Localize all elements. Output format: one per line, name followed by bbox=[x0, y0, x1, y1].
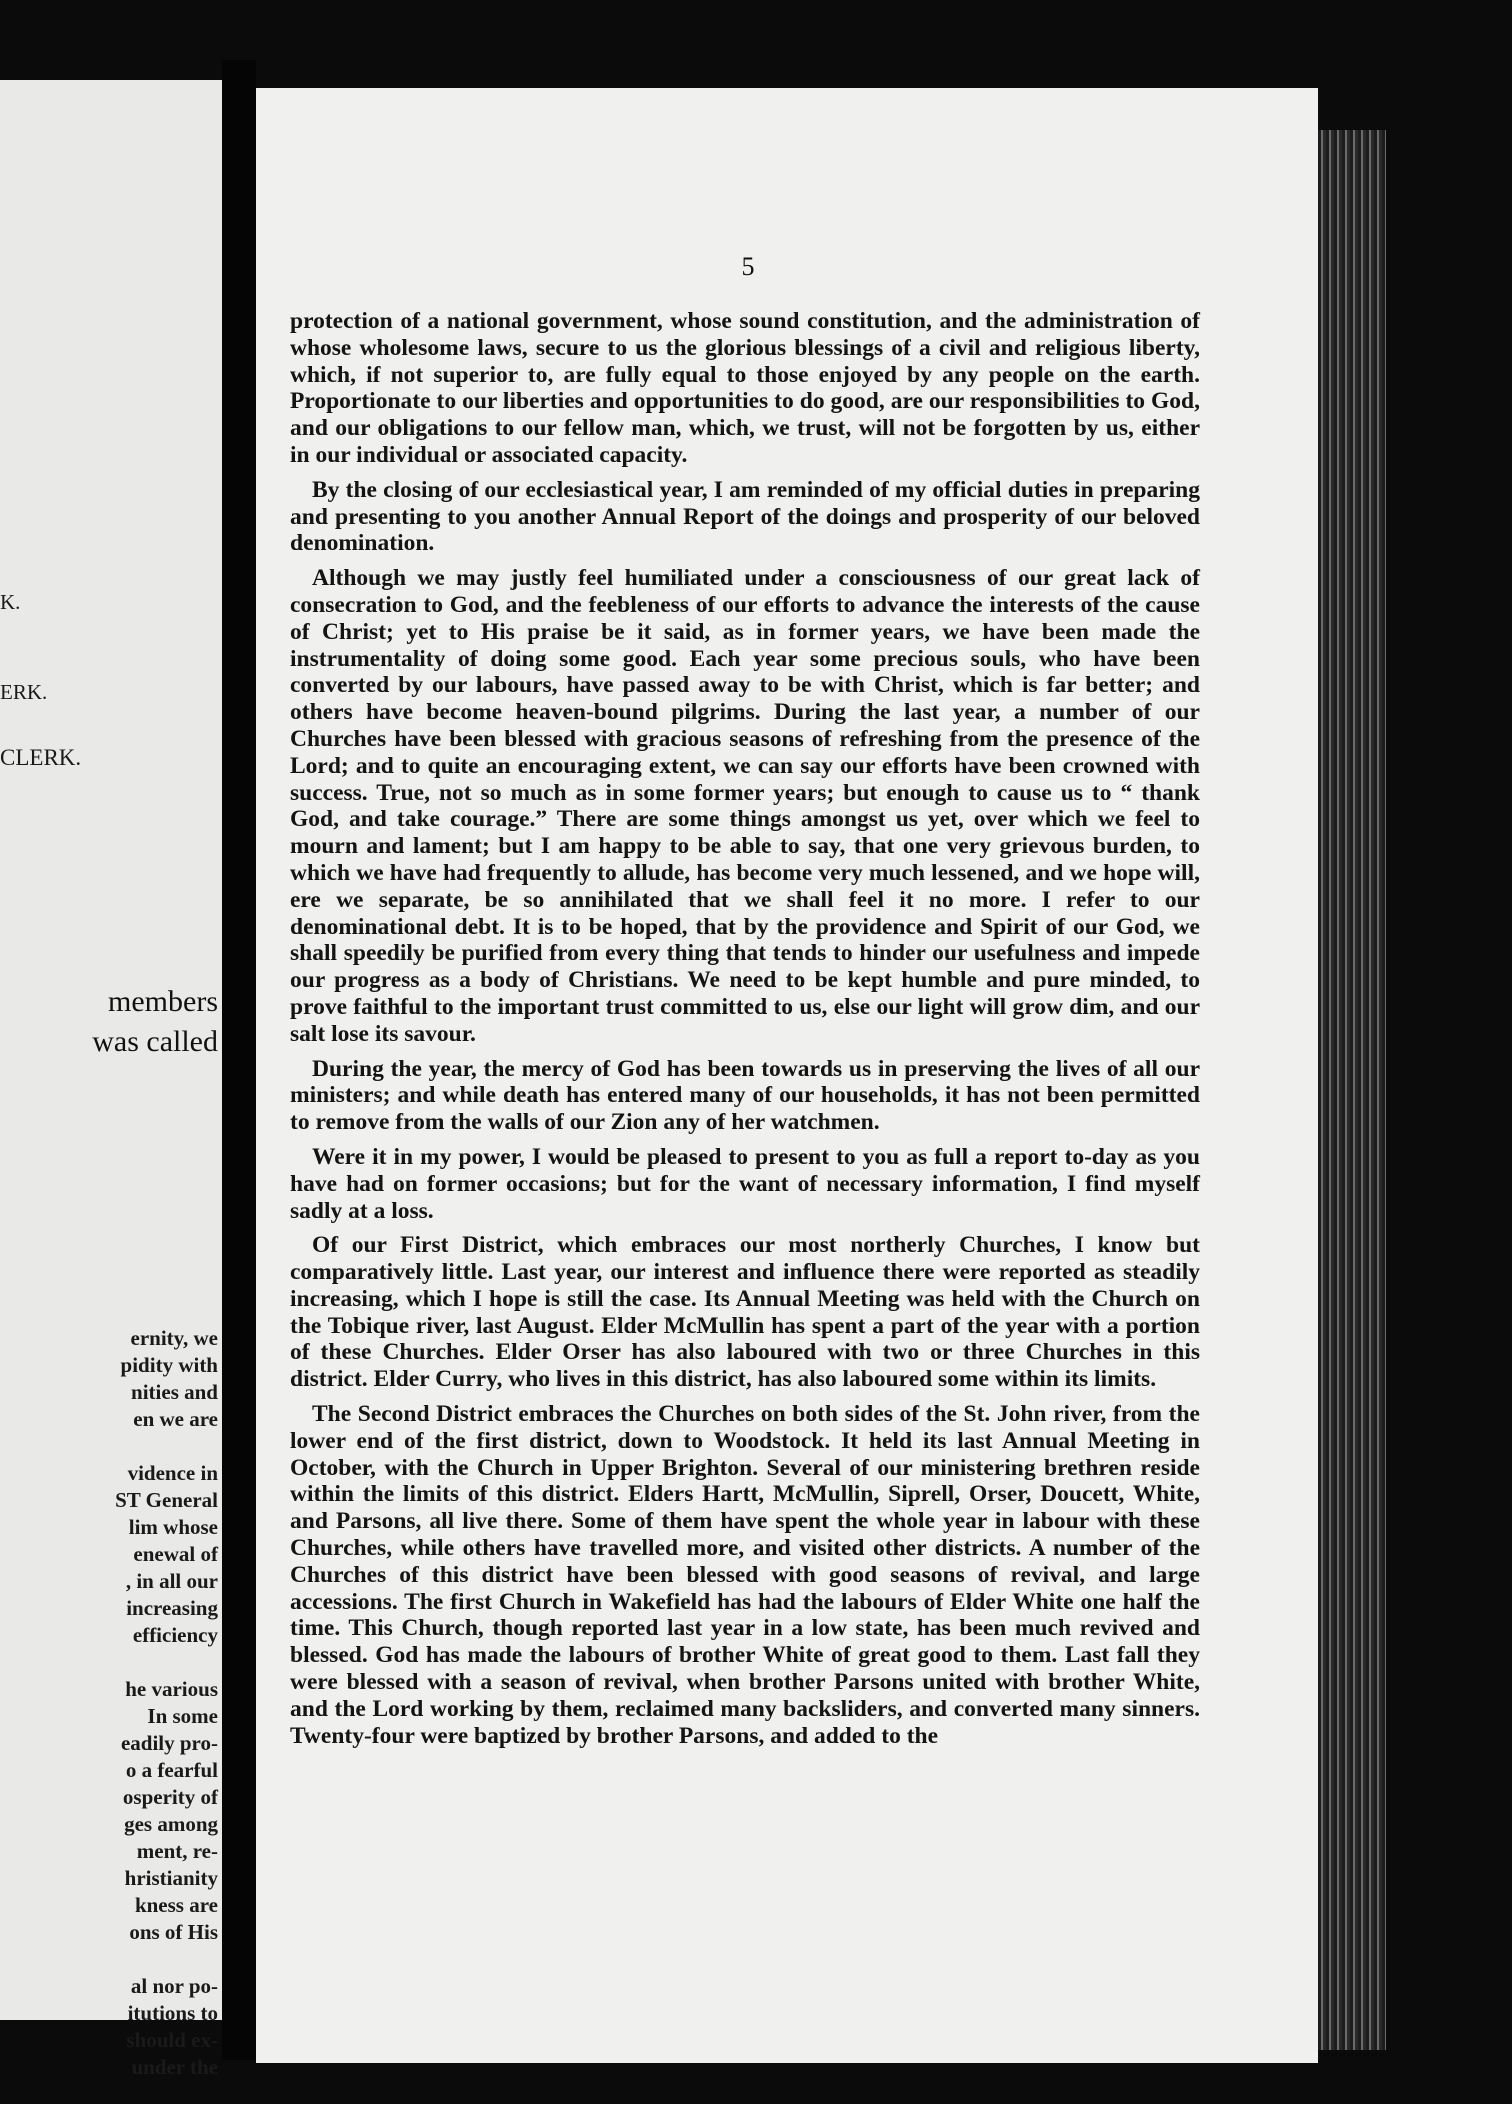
left-line: ernity, we bbox=[130, 1326, 218, 1350]
left-line bbox=[0, 1649, 222, 1676]
paragraph-6: Of our First District, which embraces our most northerly Churches, I know but comparatively little. Last year, our interest and influence there were reported as steadily increasing, which I hope is still the case. Its Annual Meeting was held with the Church on the Tobique river, last August. Elder McMullin has spent a part of the year with a portion of these Churches. Elder Orser has also laboured with two or three Churches in this district. Elder Curry, who lives in this district, has also laboured some within its limits. bbox=[290, 1232, 1200, 1393]
left-line: he various bbox=[125, 1677, 218, 1701]
book-gutter bbox=[222, 60, 256, 2060]
left-page-fragment bbox=[0, 80, 222, 2079]
left-line: vidence in bbox=[127, 1461, 218, 1485]
left-line: al nor po- bbox=[130, 1974, 218, 1998]
left-heading-2: ERK. bbox=[0, 680, 48, 704]
left-line: efficiency bbox=[132, 1623, 218, 1647]
left-line: increasing bbox=[126, 1596, 218, 1620]
left-heading-1: K. bbox=[0, 590, 21, 614]
left-line: pidity with bbox=[120, 1353, 218, 1377]
left-line: nities and bbox=[131, 1380, 218, 1404]
left-line: In some bbox=[147, 1704, 218, 1728]
left-line: osperity of bbox=[122, 1785, 218, 1809]
left-line: ment, re- bbox=[136, 1839, 218, 1863]
left-line: should ex- bbox=[126, 2028, 218, 2052]
page-edges bbox=[1318, 130, 1386, 2050]
left-line: ons of His bbox=[129, 1920, 218, 1944]
left-line: lim whose bbox=[128, 1515, 218, 1539]
left-line: itutions to bbox=[127, 2001, 218, 2025]
paragraph-5: Were it in my power, I would be pleased to present to you as full a report to-day as you have had on former occasions; but for the want of necessary information, I find myself sadly at a loss. bbox=[290, 1143, 1200, 1224]
left-line: o a fearful bbox=[125, 1758, 218, 1782]
paragraph-2: By the closing of our ecclesiastical year, I am reminded of my official duties in preparing and presenting to you another Annual Report of the doings and prosperity of our beloved denomination. bbox=[290, 476, 1200, 557]
left-heading-3: CLERK. bbox=[0, 745, 82, 770]
left-line: under the bbox=[131, 2055, 218, 2079]
left-line: eadily pro- bbox=[120, 1731, 218, 1755]
left-line: hristianity bbox=[124, 1866, 218, 1890]
left-line: ST General bbox=[115, 1488, 218, 1512]
left-line: ges among bbox=[124, 1812, 218, 1836]
report-text bbox=[290, 308, 1200, 1757]
paragraph-1: protection of a national government, whose sound constitution, and the administration of whose wholesome laws, secure to us the glorious blessings of a civil and religious liberty, which, if not superior to, are fully equal to those enjoyed by any people on the earth. Proportionate to our liberties and opportunities to do good, are our responsibilities to God, and our obligations to our fellow man, which, we trust, will not be forgotten by us, either in our individual or associated capacity. bbox=[290, 308, 1200, 468]
paragraph-4: During the year, the mercy of God has been towards us in preserving the lives of all our ministers; and while death has entered many of our households, it has not been permitted to remove from the walls of our Zion any of her watchmen. bbox=[290, 1055, 1200, 1136]
left-line bbox=[0, 1946, 222, 1973]
page-number: 5 bbox=[741, 252, 755, 281]
left-line: kness are bbox=[134, 1893, 218, 1917]
left-line: enewal of bbox=[133, 1542, 218, 1566]
left-line bbox=[0, 1433, 222, 1460]
paragraph-7: The Second District embraces the Churches on both sides of the St. John river, from the lower end of the first district, down to Woodstock. It held its last Annual Meeting in October, with the Church in Upper Brighton. Several of our ministering brethren reside within the limits of this district. Elders Hartt, McMullin, Siprell, Orser, Doucett, White, and Parsons, all live there. Some of them have spent the whole year in labour with these Churches, while others have travelled more, and visited other districts. A number of the Churches of this district have been blessed with good seasons of revival, and large accessions. The first Church in Wakefield has had the labours of Elder White one half the time. This Church, though reported last year in a low state, has been much revived and blessed. God has made the labours of brother White of great good to them. Last fall they were blessed with a season of revival, when brother Parsons united with brother White, and the Lord working by them, reclaimed many backsliders, and converted many sinners. Twenty-four were baptized by brother Parsons, and added to the bbox=[290, 1401, 1200, 1749]
left-line: en we are bbox=[133, 1407, 218, 1431]
left-page-lines bbox=[0, 1325, 222, 2081]
paragraph-3: Although we may justly feel humiliated under a consciousness of our great lack of consecration to God, and the feebleness of our efforts to advance the interests of the cause of Christ; yet to His praise be it said, as in former years, we have been made the instrumentality of doing some good. Each year some precious souls, who have been converted by our labours, have passed away to be with Christ, which is far better; and others have become heaven-bound pilgrims. During the last year, a number of our Churches have been blessed with gracious seasons of refreshing from the presence of the Lord; and to quite an encouraging extent, we can say our efforts have been crowned with success. True, not so much as in some former years; but enough to cause us to “ thank God, and take courage.” There are some things amongst us yet, over which we feel to mourn and lament; but I am happy to be able to say, that one very grievous burden, to which we have had frequently to allude, has become very much lessened, and we hope will, ere we separate, be so annihilated that we shall feel it no more. I refer to our denominational debt. It is to be hoped, that by the providence and Spirit of our God, we shall speedily be purified from every thing that tends to hinder our usefulness and impede our progress as a body of Christians. We need to be kept humble and pure minded, to prove faithful to the important trust committed to us, else our light will grow dim, and our salt lose its savour. bbox=[290, 565, 1200, 1047]
left-large-line-1: members bbox=[108, 985, 218, 1018]
left-line: , in all our bbox=[125, 1569, 218, 1593]
left-large-line-2: was called bbox=[92, 1025, 218, 1058]
